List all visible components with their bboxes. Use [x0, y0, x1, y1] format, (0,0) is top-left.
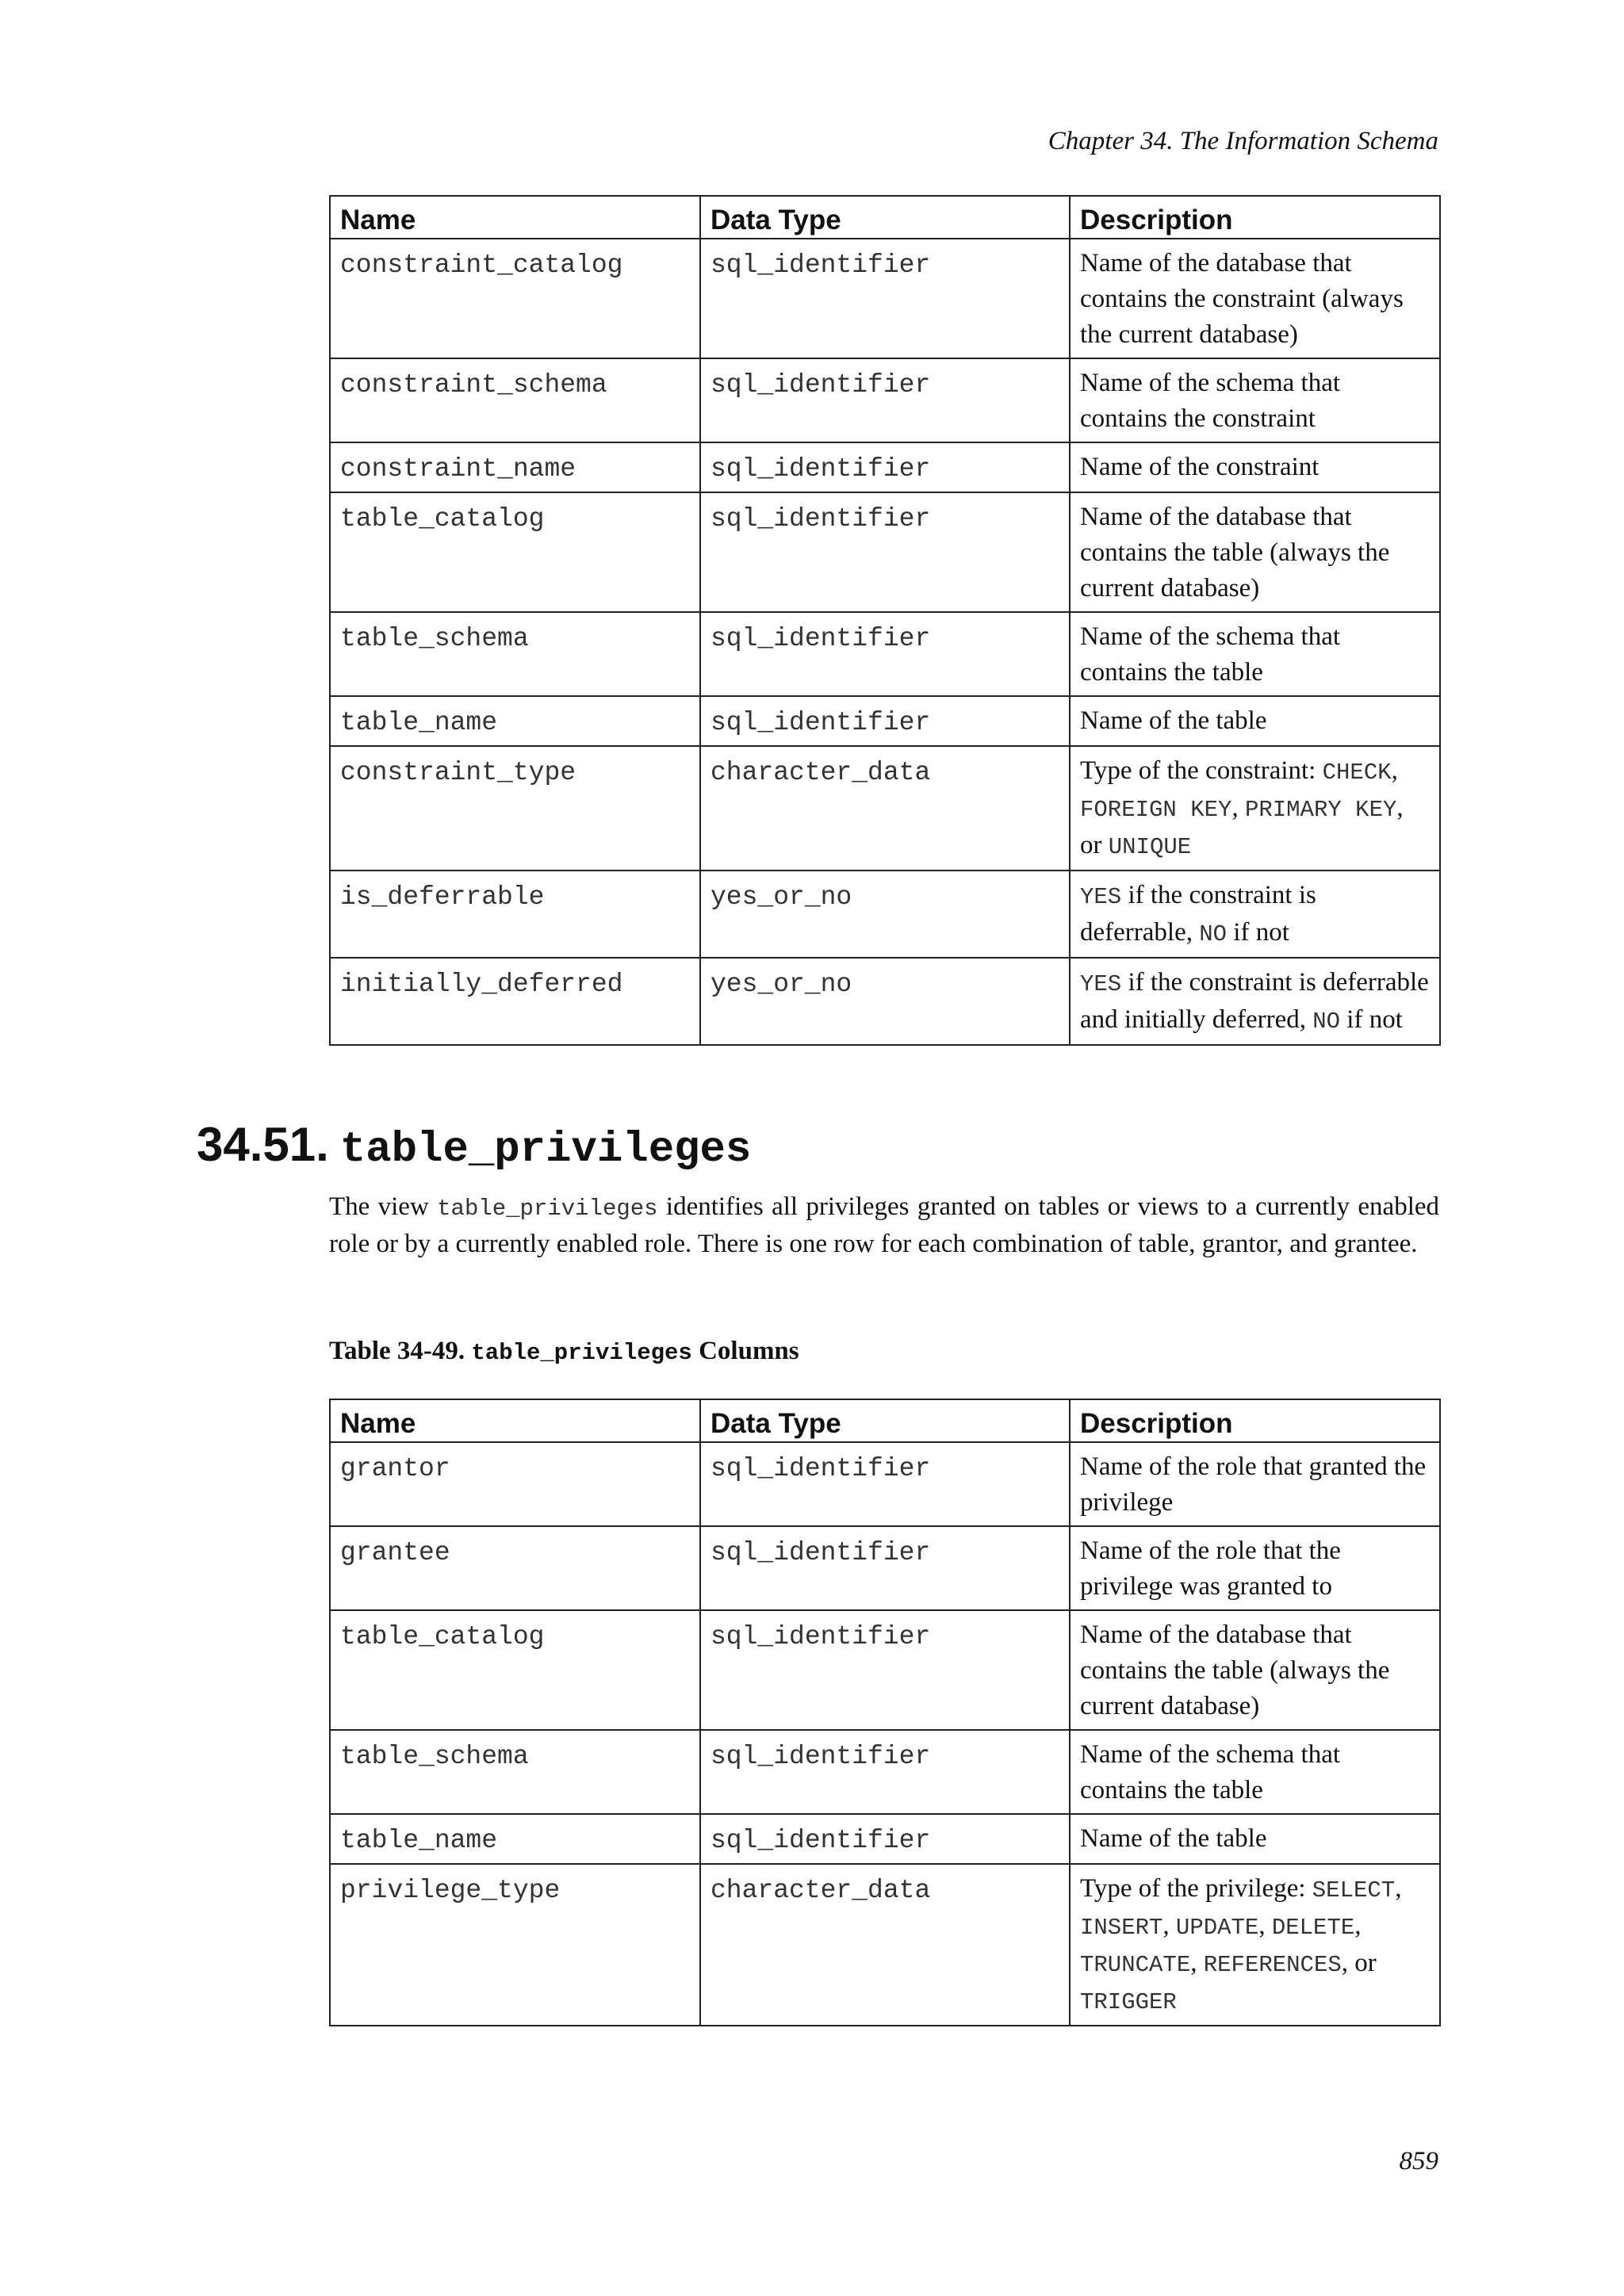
- description-text: ,: [1231, 794, 1245, 822]
- description-text: if not: [1340, 1005, 1403, 1034]
- description-cell: [1070, 239, 1440, 358]
- table-row: [330, 492, 1440, 612]
- column-name-cell: table_name: [330, 696, 700, 746]
- code-literal: YES: [1080, 971, 1122, 997]
- description-text: ,: [1391, 756, 1398, 785]
- column-header-name: Name: [330, 196, 700, 239]
- table-row: [330, 1610, 1440, 1730]
- column-header-data-type: Data Type: [700, 196, 1070, 239]
- table-header-row: [330, 196, 1440, 239]
- column-name-cell: constraint_catalog: [330, 239, 700, 358]
- description-text: Name of the constraint: [1080, 453, 1320, 481]
- running-header: Chapter 34. The Information Schema: [1048, 127, 1438, 155]
- table-row: [330, 1864, 1440, 2026]
- description-text: ,: [1258, 1911, 1272, 1940]
- column-name-cell: grantee: [330, 1526, 700, 1610]
- description-cell: [1070, 1864, 1440, 2026]
- description-text: Name of the schema that contains the table: [1080, 622, 1341, 687]
- table-row: [330, 1526, 1440, 1610]
- description-text: , or: [1341, 1949, 1377, 1977]
- column-name-cell: constraint_name: [330, 442, 700, 492]
- description-cell: [1070, 958, 1440, 1045]
- description-text: Name of the table: [1080, 1824, 1267, 1853]
- description-text: Type of the privilege:: [1080, 1874, 1312, 1903]
- code-literal: UPDATE: [1175, 1915, 1259, 1941]
- data-type-cell: sql_identifier: [700, 1814, 1070, 1864]
- column-name-cell: table_schema: [330, 1730, 700, 1814]
- table-row: [330, 239, 1440, 358]
- intro-code: table_privileges: [437, 1196, 658, 1222]
- code-literal: PRIMARY KEY: [1244, 797, 1397, 823]
- data-type-cell: sql_identifier: [700, 612, 1070, 696]
- description-cell: [1070, 1442, 1440, 1526]
- description-cell: [1070, 696, 1440, 746]
- table-row: [330, 746, 1440, 871]
- code-literal: TRUNCATE: [1080, 1952, 1191, 1978]
- description-text: if not: [1227, 918, 1289, 947]
- description-text: Name of the schema that contains the constraint: [1080, 369, 1341, 433]
- data-type-cell: sql_identifier: [700, 1610, 1070, 1730]
- table-header-row: [330, 1399, 1440, 1442]
- description-text: if the constraint is deferrable,: [1080, 881, 1316, 947]
- table-row: [330, 696, 1440, 746]
- column-name-cell: is_deferrable: [330, 871, 700, 958]
- table-row: [330, 1730, 1440, 1814]
- code-literal: FOREIGN KEY: [1080, 797, 1232, 823]
- description-text: Name of the role that granted the privilege: [1080, 1452, 1427, 1517]
- description-text: if the constraint is deferrable and initially deferred,: [1080, 968, 1429, 1034]
- description-cell: [1070, 1730, 1440, 1814]
- description-cell: [1070, 358, 1440, 442]
- description-cell: [1070, 1814, 1440, 1864]
- column-name-cell: table_name: [330, 1814, 700, 1864]
- column-name-cell: table_catalog: [330, 1610, 700, 1730]
- column-header-description: Description: [1070, 196, 1440, 239]
- description-cell: [1070, 612, 1440, 696]
- section-number: 34.51.: [197, 1118, 329, 1171]
- code-literal: TRIGGER: [1080, 1989, 1177, 2015]
- column-name-cell: grantor: [330, 1442, 700, 1526]
- column-name-cell: initially_deferred: [330, 958, 700, 1045]
- table-caption: [329, 1337, 799, 1366]
- table-row: [330, 358, 1440, 442]
- description-text: Type of the constraint:: [1080, 756, 1323, 785]
- column-name-cell: table_catalog: [330, 492, 700, 612]
- data-type-cell: yes_or_no: [700, 871, 1070, 958]
- description-cell: [1070, 1610, 1440, 1730]
- column-name-cell: table_schema: [330, 612, 700, 696]
- column-header-description: Description: [1070, 1399, 1440, 1442]
- description-text: Name of the schema that contains the table: [1080, 1740, 1341, 1804]
- code-literal: INSERT: [1080, 1915, 1163, 1941]
- data-type-cell: yes_or_no: [700, 958, 1070, 1045]
- data-type-cell: sql_identifier: [700, 696, 1070, 746]
- code-literal: REFERENCES: [1203, 1952, 1342, 1978]
- table-row: [330, 871, 1440, 958]
- constraints-columns-table: [329, 195, 1441, 1046]
- caption-code: table_privileges: [471, 1340, 692, 1366]
- data-type-cell: sql_identifier: [700, 239, 1070, 358]
- section-name: table_privileges: [339, 1126, 752, 1174]
- description-cell: [1070, 1526, 1440, 1610]
- description-text: ,: [1162, 1911, 1176, 1940]
- table-privileges-columns-table: [329, 1399, 1441, 2026]
- table-row: [330, 958, 1440, 1045]
- description-text: ,: [1354, 1911, 1362, 1940]
- code-literal: CHECK: [1322, 760, 1392, 786]
- code-literal: NO: [1312, 1008, 1341, 1035]
- code-literal: YES: [1080, 884, 1122, 910]
- table-row: [330, 1814, 1440, 1864]
- data-type-cell: sql_identifier: [700, 358, 1070, 442]
- column-name-cell: constraint_type: [330, 746, 700, 871]
- description-cell: [1070, 442, 1440, 492]
- data-type-cell: character_data: [700, 1864, 1070, 2026]
- code-literal: UNIQUE: [1108, 834, 1192, 860]
- description-text: Name of the database that contains the table (always the current database): [1080, 1621, 1390, 1720]
- section-intro-paragraph: [329, 1189, 1439, 1262]
- section-heading: [197, 1113, 751, 1187]
- description-text: Name of the database that contains the table (always the current database): [1080, 503, 1390, 603]
- data-type-cell: sql_identifier: [700, 492, 1070, 612]
- intro-text-before: The view: [329, 1192, 438, 1221]
- data-type-cell: sql_identifier: [700, 1442, 1070, 1526]
- description-cell: [1070, 746, 1440, 871]
- column-header-name: Name: [330, 1399, 700, 1442]
- code-literal: NO: [1199, 921, 1228, 947]
- page-number: 859: [1399, 2147, 1438, 2175]
- data-type-cell: sql_identifier: [700, 442, 1070, 492]
- description-text: Name of the role that the privilege was granted to: [1080, 1536, 1341, 1601]
- caption-prefix: Table 34-49.: [329, 1337, 472, 1365]
- intro-text-after: identifies all privileges granted on tables or views to a currently enabled role or by a currently enabled role. There is one row for each combination of table, grantor, and grantee.: [329, 1192, 1440, 1258]
- description-cell: [1070, 871, 1440, 958]
- description-cell: [1070, 492, 1440, 612]
- table-row: [330, 442, 1440, 492]
- description-text: ,: [1395, 1874, 1402, 1903]
- data-type-cell: sql_identifier: [700, 1526, 1070, 1610]
- description-text: ,: [1190, 1949, 1204, 1977]
- column-name-cell: privilege_type: [330, 1864, 700, 2026]
- data-type-cell: character_data: [700, 746, 1070, 871]
- description-text: Name of the table: [1080, 706, 1267, 735]
- description-text: , or: [1080, 794, 1404, 859]
- table-row: [330, 612, 1440, 696]
- column-name-cell: constraint_schema: [330, 358, 700, 442]
- data-type-cell: sql_identifier: [700, 1730, 1070, 1814]
- code-literal: DELETE: [1271, 1915, 1355, 1941]
- table-row: [330, 1442, 1440, 1526]
- caption-suffix: Columns: [691, 1337, 799, 1365]
- code-literal: SELECT: [1312, 1877, 1396, 1904]
- description-text: Name of the database that contains the constraint (always the current database): [1080, 249, 1404, 349]
- column-header-data-type: Data Type: [700, 1399, 1070, 1442]
